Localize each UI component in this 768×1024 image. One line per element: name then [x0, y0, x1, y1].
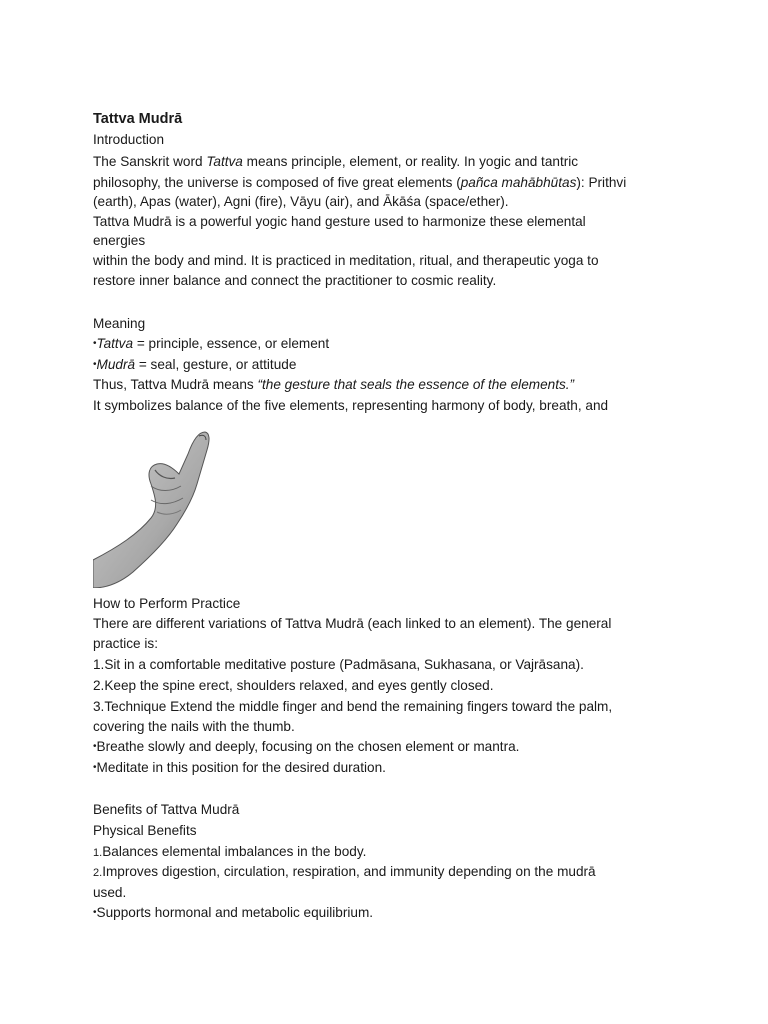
practice-line-2: practice is: — [93, 636, 158, 651]
intro-line-2: philosophy, the universe is composed of five great elements (pañca mahābhūtas): Prithvi — [93, 175, 627, 190]
benefit-item-2a: 2.Improves digestion, circulation, respiration, and immunity depending on the mudrā — [93, 864, 596, 879]
practice-bullet-2: •Meditate in this position for the desired duration. — [93, 760, 386, 775]
benefits-heading: Benefits of Tattva Mudrā — [93, 802, 240, 817]
practice-heading: How to Perform Practice — [93, 596, 241, 611]
intro-line-3: (earth), Apas (water), Agni (fire), Vāyu (air), and Ākāśa (space/ether). — [93, 194, 509, 209]
introduction-heading: Introduction — [93, 132, 165, 147]
meaning-symbolizes: It symbolizes balance of the five elements, representing harmony of body, breath, and — [93, 398, 609, 413]
document-title: Tattva Mudrā — [93, 111, 183, 127]
intro-line-4: Tattva Mudrā is a powerful yogic hand gesture used to harmonize these elemental — [93, 214, 586, 229]
intro-line-5: energies — [93, 233, 146, 248]
meaning-thus: Thus, Tattva Mudrā means “the gesture that seals the essence of the elements.” — [93, 377, 575, 392]
meaning-bullet-2: •Mudrā = seal, gesture, or attitude — [93, 357, 297, 372]
benefit-item-2b: used. — [93, 885, 127, 900]
practice-line-1: There are different variations of Tattva Mudrā (each linked to an element). The general — [93, 616, 612, 631]
benefit-item-3: •Supports hormonal and metabolic equilibrium. — [93, 905, 374, 920]
practice-step-2: 2.Keep the spine erect, shoulders relaxed, and eyes gently closed. — [93, 678, 494, 693]
intro-line-6: within the body and mind. It is practiced in meditation, ritual, and therapeutic yoga to — [93, 253, 599, 268]
practice-step-3a: 3.Technique Extend the middle finger and bend the remaining fingers toward the palm, — [93, 699, 613, 714]
intro-line-7: restore inner balance and connect the practitioner to cosmic reality. — [93, 273, 497, 288]
meaning-bullet-1: •Tattva = principle, essence, or element — [93, 336, 330, 351]
hand-gesture-image — [93, 422, 221, 588]
practice-step-3b: covering the nails with the thumb. — [93, 719, 295, 734]
meaning-heading: Meaning — [93, 316, 146, 331]
benefit-item-1: 1.Balances elemental imbalances in the body. — [93, 844, 367, 859]
intro-line-1: The Sanskrit word Tattva means principle, element, or reality. In yogic and tantric — [93, 154, 579, 169]
physical-benefits-heading: Physical Benefits — [93, 823, 197, 838]
practice-step-1: 1.Sit in a comfortable meditative posture (Padmāsana, Sukhasana, or Vajrāsana). — [93, 657, 584, 672]
practice-bullet-1: •Breathe slowly and deeply, focusing on the chosen element or mantra. — [93, 739, 520, 754]
